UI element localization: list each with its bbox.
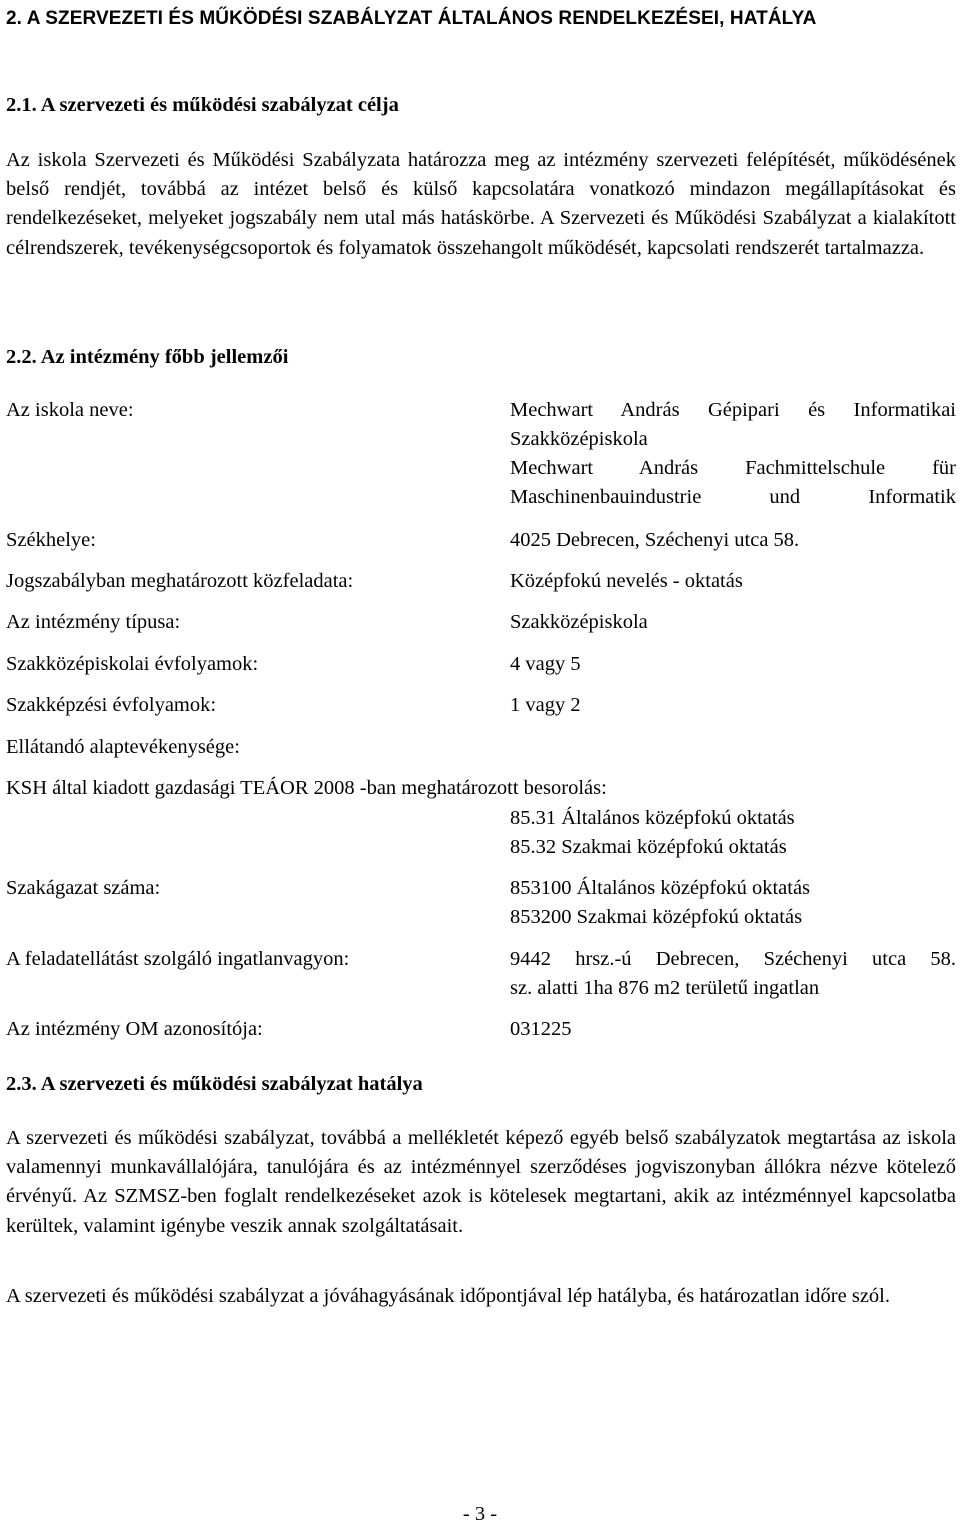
public-task-label: Jogszabályban meghatározott közfeladata: <box>6 570 354 592</box>
public-task-value: Középfokú nevelés - oktatás <box>510 570 743 592</box>
scope-paragraph-2: A szervezeti és működési szabályzat a jóváhagyásának időpontjával lép hatályba, és határozatlan időre szól. <box>6 1285 891 1307</box>
school-name-value <box>510 396 956 512</box>
seat-label: Székhelye: <box>6 529 96 551</box>
teaor-item: 85.31 Általános középfokú oktatás <box>510 807 795 829</box>
school-name-de: Mechwart András Fachmittelschule für Maschinenbauindustrie und Informatik <box>510 457 956 508</box>
sector-item: 853100 Általános középfokú oktatás <box>510 877 811 899</box>
secondary-grades-value: 4 vagy 5 <box>510 653 581 675</box>
subsection-title-2-2: 2.2. Az intézmény főbb jellemzői <box>6 346 289 368</box>
scope-paragraph-1: A szervezeti és működési szabályzat, továbbá a mellékletét képező egyéb belső szabályzatok megtartása az iskola valamennyi munkavállalójára, tanulójára és az intézménnyel szerződéses jogviszonyban állókra nézve kötelező érvényű. Az SZMSZ-ben foglalt rendelkezéseket azok is kötelesek megtartani, akik az intézménnyel kapcsolatba kerültek, valamint igénybe veszik annak szolgáltatásait. <box>6 1127 956 1237</box>
teaor-label: KSH által kiadott gazdasági TEÁOR 2008 -ban meghatározott besorolás: <box>6 777 607 799</box>
secondary-grades-label: Szakközépiskolai évfolyamok: <box>6 653 259 675</box>
institution-type-label: Az intézmény típusa: <box>6 611 181 633</box>
teaor-values <box>510 804 956 862</box>
sector-label: Szakágazat száma: <box>6 877 161 899</box>
sector-item: 853200 Szakmai középfokú oktatás <box>510 906 803 928</box>
purpose-paragraph: Az iskola Szervezeti és Működési Szabályzata határozza meg az intézmény szervezeti felépítését, működésének belső rendjét, továbbá az intézet belső és külső kapcsolatára vonatkozó mindazon megállapításokat és rendelkezéseket, melyeket jogszabály nem utal más hatáskörbe. A Szervezeti és Működési Szabályzat a kialakított célrendszerek, tevékenységcsoportok és folyamatok összehangolt működését, kapcsolati rendszerét tartalmazza. <box>6 149 956 259</box>
teaor-item: 85.32 Szakmai középfokú oktatás <box>510 836 787 858</box>
property-label: A feladatellátást szolgáló ingatlanvagyon: <box>6 948 350 970</box>
vocational-grades-value: 1 vagy 2 <box>510 694 581 716</box>
vocational-grades-label: Szakképzési évfolyamok: <box>6 694 217 716</box>
om-id-value: 031225 <box>510 1018 572 1040</box>
seat-value: 4025 Debrecen, Széchenyi utca 58. <box>510 529 800 551</box>
subsection-title-2-1: 2.1. A szervezeti és működési szabályzat célja <box>6 94 399 116</box>
page-number: - 3 - <box>462 1503 498 1525</box>
core-activity-label: Ellátandó alaptevékenysége: <box>6 736 240 758</box>
property-value <box>510 945 956 1003</box>
property-line-2: sz. alatti 1ha 876 m2 területű ingatlan <box>510 977 820 999</box>
subsection-title-2-3: 2.3. A szervezeti és működési szabályzat hatálya <box>6 1073 423 1095</box>
section-heading: 2. A SZERVEZETI ÉS MŰKÖDÉSI SZABÁLYZAT ÁLTALÁNOS RENDELKEZÉSEI, HATÁLYA <box>6 8 817 29</box>
school-name-label: Az iskola neve: <box>6 399 134 421</box>
om-id-label: Az intézmény OM azonosítója: <box>6 1018 263 1040</box>
property-line-1: 9442 hrsz.-ú Debrecen, Széchenyi utca 58. <box>510 948 956 970</box>
school-name-hu: Mechwart András Gépipari és Informatikai Szakközépiskola <box>510 399 956 450</box>
institution-type-value: Szakközépiskola <box>510 611 648 633</box>
sector-values <box>510 874 956 932</box>
